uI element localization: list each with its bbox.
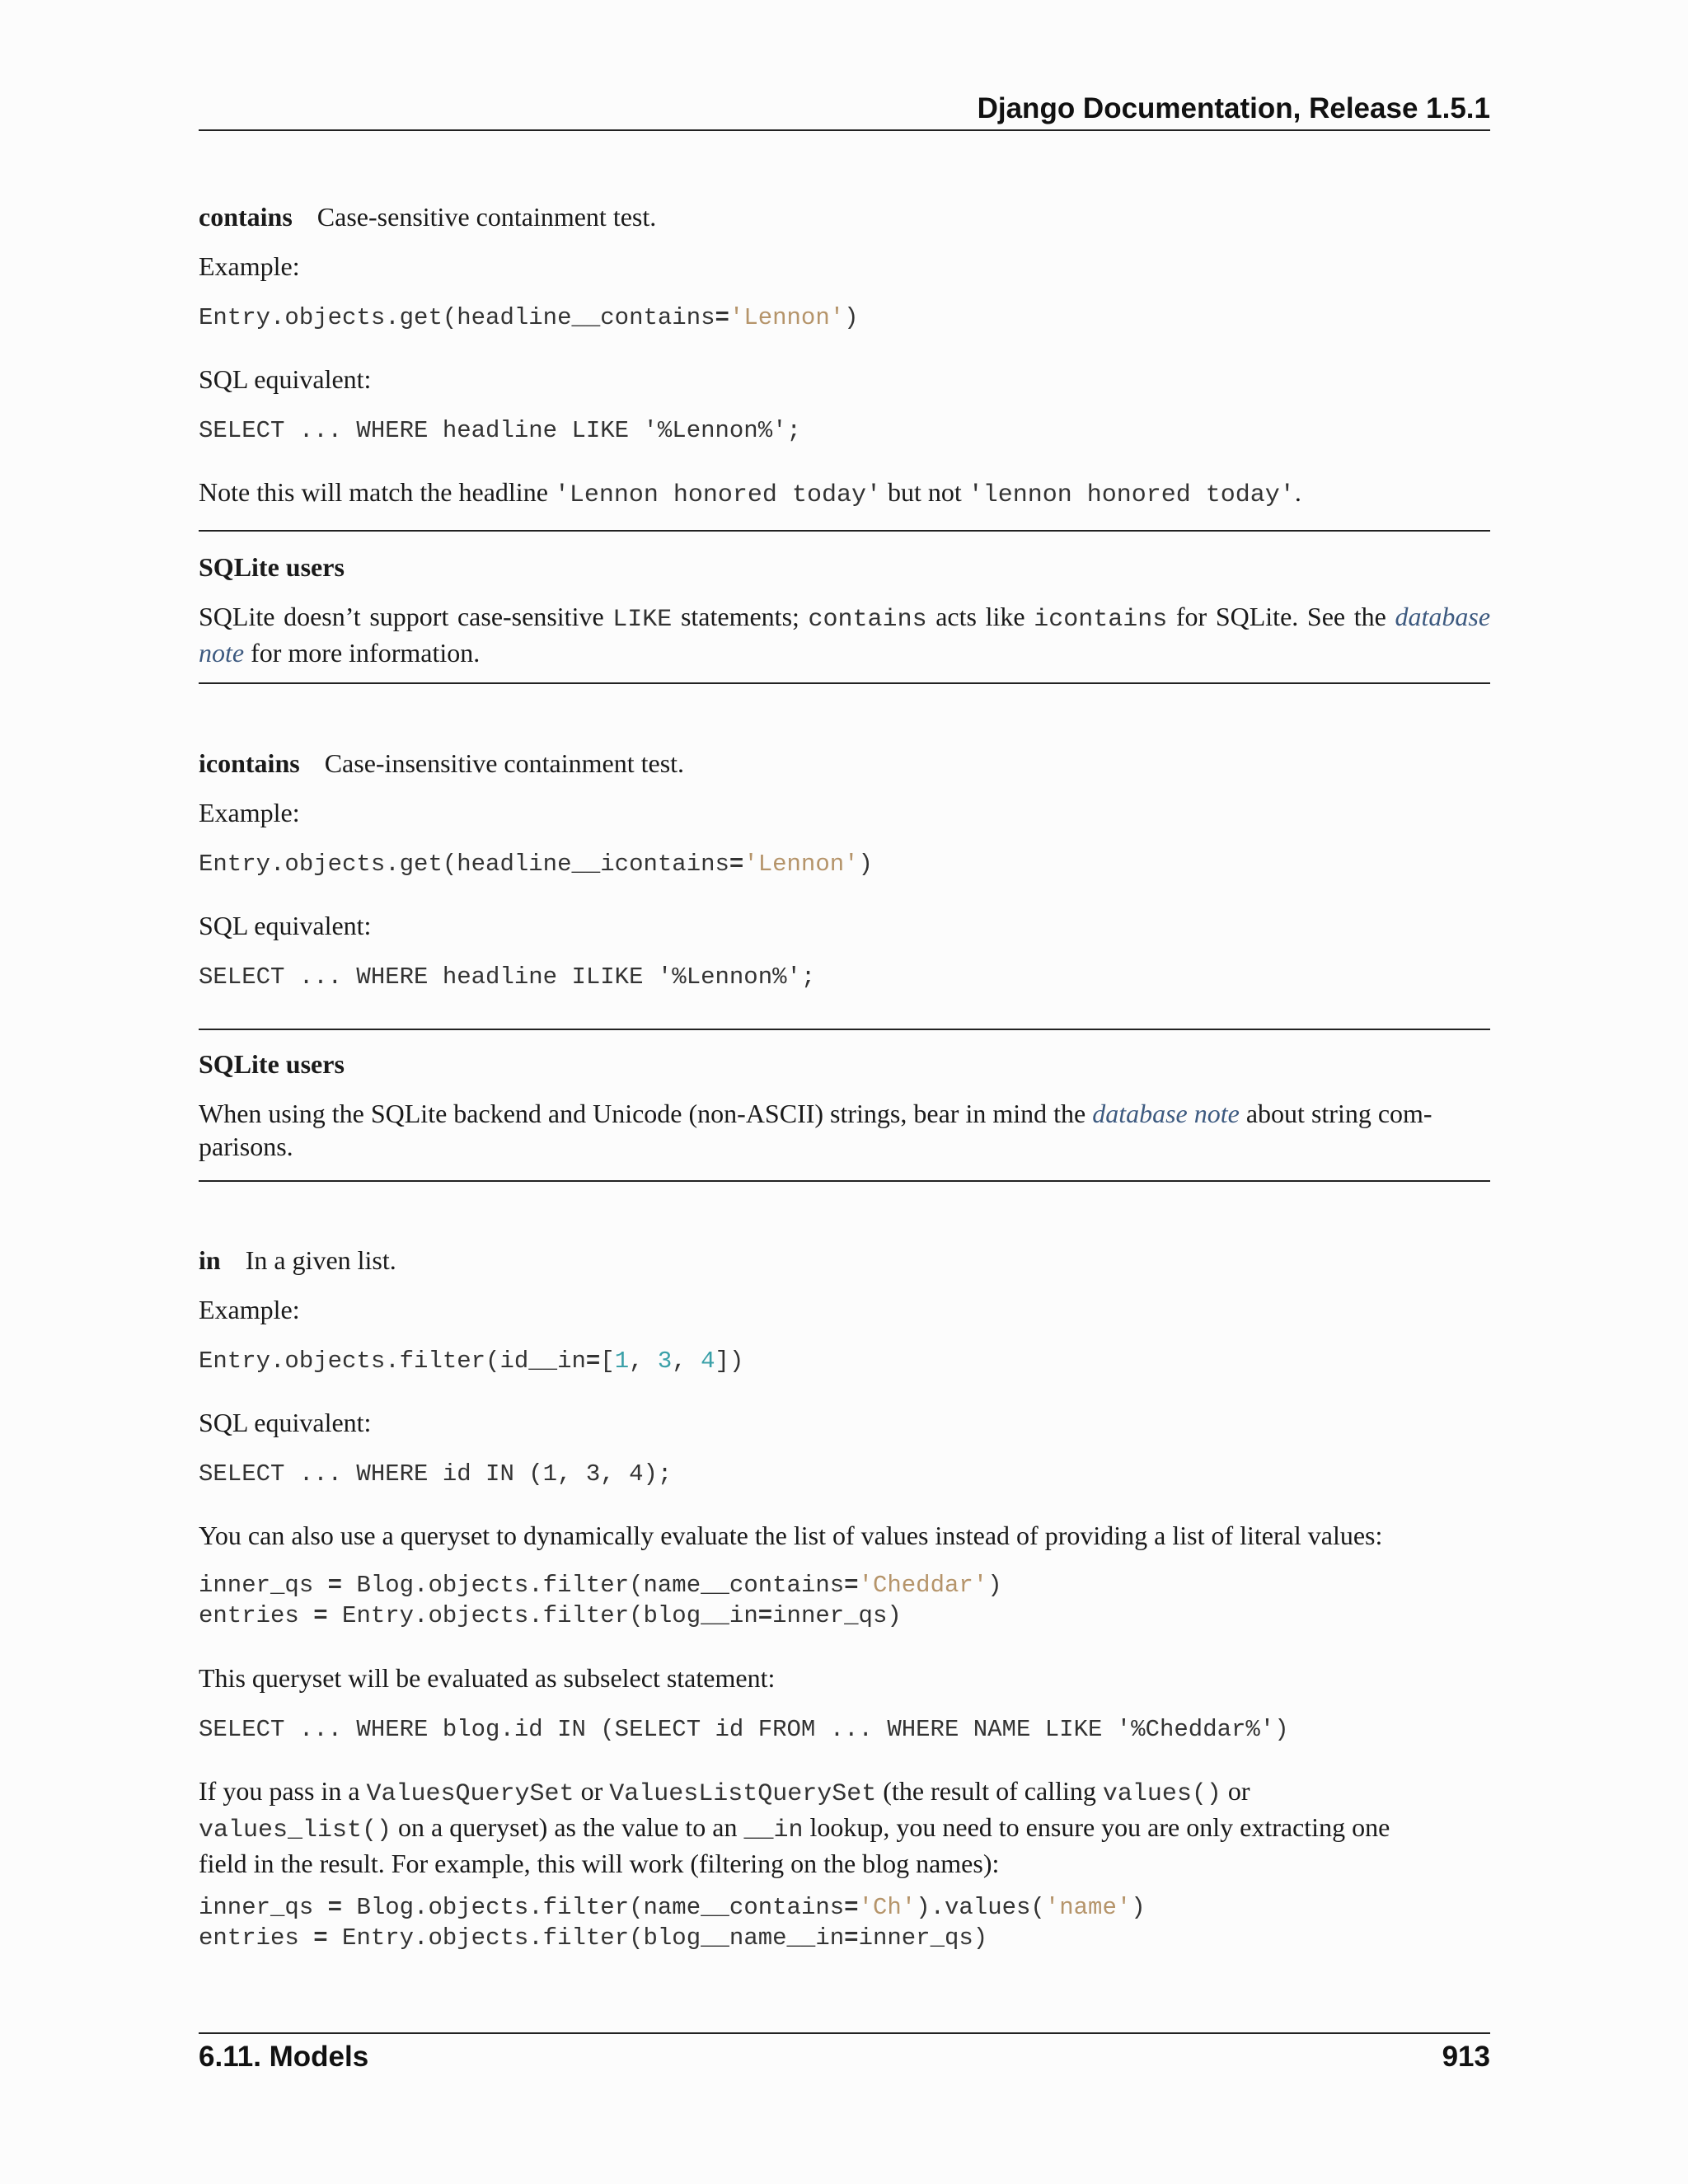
footer-rule (199, 2032, 1490, 2034)
header-rule (199, 129, 1490, 131)
definition-icontains: Case-insensitive containment test. (324, 748, 685, 778)
footer-section: 6.11. Models (199, 2041, 369, 2073)
page-number: 913 (1442, 2041, 1490, 2073)
term-contains: contains (199, 202, 293, 232)
in-section (199, 1244, 1490, 1277)
code-block: Entry.objects.get(headline__icontains='Lennon') (199, 851, 873, 878)
sql-code: SELECT ... WHERE headline LIKE '%Lennon%'; (199, 417, 801, 444)
contains-section (199, 200, 1490, 233)
example-label: Example: (199, 251, 300, 281)
example-label: Example: (199, 1295, 300, 1324)
admonition-body: SQLite doesn’t support case-sensitive LIKE statements; contains acts like icontains for SQLite. See the database note for more information. (199, 602, 1491, 668)
code-block: inner_qs = Blog.objects.filter(name__contains='Ch').values('name') entries = Entry.objects.filter(blog__name__in=inner_qs) (199, 1894, 1146, 1952)
admonition-title: SQLite users (199, 552, 345, 582)
definition-contains: Case-sensitive containment test. (316, 202, 657, 232)
code-block: inner_qs = Blog.objects.filter(name__contains='Cheddar') entries = Entry.objects.filter(blog__in=inner_qs) (199, 1572, 1002, 1629)
sql-label: SQL equivalent: (199, 364, 372, 394)
admonition-rule-bottom (199, 1180, 1490, 1182)
note-paragraph: Note this will match the headline 'Lennon honored today' but not 'lennon honored today'. (199, 477, 1301, 509)
database-note-link[interactable]: database note (199, 602, 1491, 668)
example-label: Example: (199, 798, 300, 827)
sql-label: SQL equivalent: (199, 1408, 372, 1437)
admonition-rule-top (199, 530, 1490, 532)
document-page (199, 0, 1490, 2184)
term-in: in (199, 1245, 221, 1275)
code-block: Entry.objects.get(headline__contains='Lennon') (199, 304, 859, 331)
sql-code: SELECT ... WHERE id IN (1, 3, 4); (199, 1460, 673, 1488)
term-icontains: icontains (199, 748, 300, 778)
admonition-rule-top (199, 1029, 1490, 1030)
sql-label: SQL equivalent: (199, 911, 372, 940)
database-note-link[interactable]: database note (1092, 1099, 1240, 1128)
admonition-title: SQLite users (199, 1049, 345, 1079)
running-footer (199, 2041, 1490, 2074)
valuesqueryset-paragraph: If you pass in a ValuesQuerySet or ValuesListQuerySet (the result of calling values() or values_list() on a queryset) as the value to an __in lookup, you need to ensure you are only extracting one field in the result. For example, this will work (filtering on the blog names): (199, 1776, 1390, 1878)
code-block: Entry.objects.filter(id__in=[1, 3, 4]) (199, 1347, 744, 1375)
subselect-paragraph: This queryset will be evaluated as subselect statement: (199, 1663, 776, 1693)
admonition-rule-bottom (199, 682, 1490, 684)
queryset-paragraph: You can also use a queryset to dynamically evaluate the list of values instead of providing a list of literal values: (199, 1521, 1383, 1550)
admonition-body: When using the SQLite backend and Unicode (non-ASCII) strings, bear in mind the database note about string com- parisons. (199, 1099, 1432, 1161)
sql-code: SELECT ... WHERE headline ILIKE '%Lennon%'; (199, 963, 816, 991)
sql-code: SELECT ... WHERE blog.id IN (SELECT id FROM ... WHERE NAME LIKE '%Cheddar%') (199, 1716, 1289, 1743)
definition-in: In a given list. (245, 1245, 396, 1275)
running-header: Django Documentation, Release 1.5.1 (977, 92, 1490, 124)
icontains-section (199, 747, 1490, 780)
